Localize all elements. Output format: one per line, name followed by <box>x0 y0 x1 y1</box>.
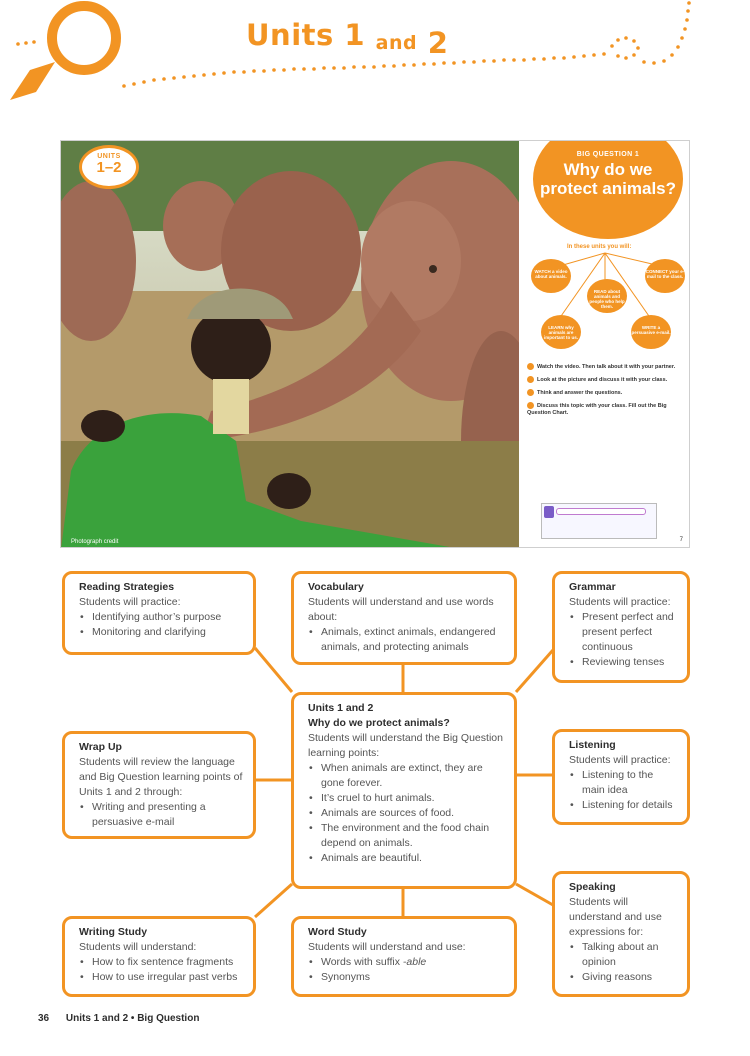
list-item: • When animals are extinct, they are gone forever. <box>308 761 504 791</box>
big-question-text: Why do we protect animals? <box>539 160 677 198</box>
page-number: 36 <box>38 1013 50 1024</box>
title-num: 2 <box>427 26 449 60</box>
box-list <box>308 625 504 655</box>
box-title: Wrap Up <box>79 741 122 753</box>
list-item: • Animals, extinct animals, endangered animals, and protecting animals <box>308 625 504 655</box>
list-item: • Identifying author’s purpose <box>79 610 243 625</box>
list-item: • Monitoring and clarifying <box>79 625 243 640</box>
suffix-text: -able <box>402 956 427 968</box>
big-question-label: BIG QUESTION 1 <box>576 151 640 158</box>
speaking-box <box>552 871 690 997</box>
list-item: • Writing and presenting a persuasive e-mail <box>79 800 243 830</box>
box-list <box>569 940 677 985</box>
box-list <box>79 610 243 640</box>
list-item: • Present perfect and present perfect continuous <box>569 610 677 655</box>
list-item: • Listening for details <box>569 798 677 813</box>
box-intro: Students will practice: <box>569 754 671 766</box>
box-title: Vocabulary <box>308 581 364 593</box>
center-topic-box <box>291 692 517 889</box>
box-title: Speaking <box>569 881 616 893</box>
step-d: Discuss this topic with your class. Fill out the Big Question Chart. <box>527 402 667 416</box>
box-list <box>569 610 677 670</box>
box-list <box>79 955 243 985</box>
list-item: • Synonyms <box>308 970 504 985</box>
list-item: • It’s cruel to hurt animals. <box>308 791 504 806</box>
step-c: Think and answer the questions. <box>527 389 687 397</box>
box-intro: Students will understand the Big Question learning points: <box>308 732 503 759</box>
writing-study-box <box>62 916 256 997</box>
bubble-connect: CONNECT your e-mail to the class. <box>645 259 685 293</box>
box-list <box>308 955 504 985</box>
in-units-label: In these units you will: <box>567 244 632 250</box>
center-question: Why do we protect animals? <box>308 717 450 729</box>
vocabulary-box <box>291 571 517 665</box>
box-title: Reading Strategies <box>79 581 175 593</box>
box-intro: Students will practice: <box>79 596 181 608</box>
wrap-up-box <box>62 731 256 839</box>
title-main: Units 1 <box>246 18 366 52</box>
box-title: Listening <box>569 739 616 751</box>
box-title: Writing Study <box>79 926 148 938</box>
list-item: • Reviewing tenses <box>569 655 677 670</box>
list-item: • How to use irregular past verbs <box>79 970 243 985</box>
box-list <box>79 800 243 830</box>
box-title: Word Study <box>308 926 367 938</box>
book-page-number: 7 <box>679 537 683 543</box>
list-item: • The environment and the food chain depend on animals. <box>308 821 504 851</box>
suffix-prefix-text: Words with suffix <box>321 956 403 968</box>
step-a: Watch the video. Then talk about it with your partner. <box>527 363 687 371</box>
bubble-learn: LEARN why animals are important to us. <box>541 315 581 349</box>
list-item: • Talking about an opinion <box>569 940 677 970</box>
list-item: • Giving reasons <box>569 970 677 985</box>
bubble-write: WRITE a persuasive e-mail. <box>631 315 671 349</box>
reading-strategies-box <box>62 571 256 655</box>
list-item: • Listening to the main idea <box>569 768 677 798</box>
box-intro: Students will understand and use: <box>308 941 466 953</box>
box-list <box>308 761 504 866</box>
listening-box <box>552 729 690 825</box>
list-item: • Animals are beautiful. <box>308 851 504 866</box>
photo-credit: Photograph credit <box>71 539 119 545</box>
box-intro: Students will practice: <box>569 596 671 608</box>
box-title: Grammar <box>569 581 616 593</box>
box-intro: Students will understand and use expressions for: <box>569 896 662 938</box>
box-list <box>569 768 677 813</box>
box-intro: Students will review the language and Big Question learning points of Units 1 and 2 through: <box>79 756 243 798</box>
center-title: Units 1 and 2 <box>308 702 374 714</box>
units-badge-label: UNITS <box>97 153 121 160</box>
bubble-watch: WATCH a video about animals. <box>531 259 571 293</box>
grammar-box <box>552 571 690 683</box>
box-intro: Students will understand: <box>79 941 197 953</box>
step-b: Look at the picture and discuss it with your class. <box>527 376 687 384</box>
title-and: and <box>375 32 418 54</box>
page-footer <box>38 1013 199 1024</box>
units-badge-range: 1–2 <box>96 159 122 176</box>
footer-text: Units 1 and 2 • Big Question <box>65 1013 200 1024</box>
list-item <box>308 955 504 970</box>
bubble-read: READ about animals and people who help them. <box>587 279 627 313</box>
list-item: • How to fix sentence fragments <box>79 955 243 970</box>
word-study-box <box>291 916 517 997</box>
box-intro: Students will understand and use words about: <box>308 596 494 623</box>
list-item: • Animals are sources of food. <box>308 806 504 821</box>
